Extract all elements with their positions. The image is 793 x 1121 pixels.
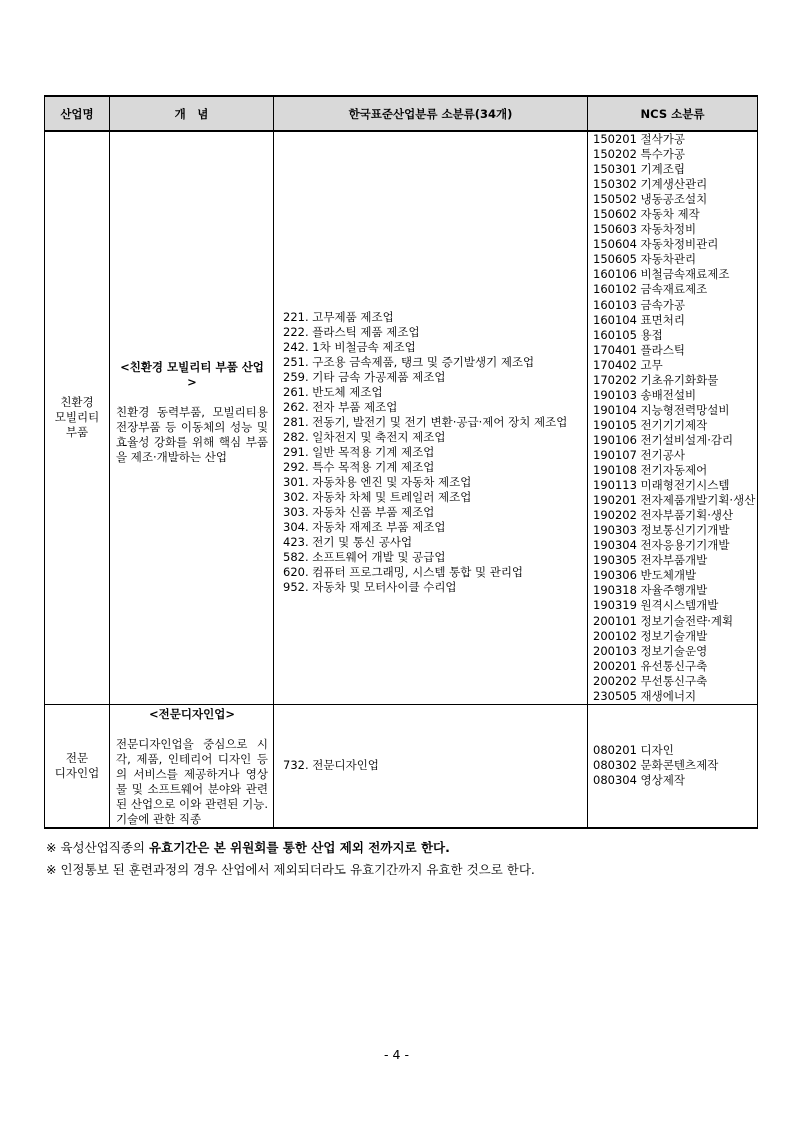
note-text: 인정통보 된 훈련과정의 경우 산업에서 제외되더라도 유효기간까지 유효한 것으로 한다.: [60, 862, 535, 877]
ncs-item: 190318 자율주행개발: [593, 583, 708, 598]
ncs-item: 190202 전자부품기획·생산: [593, 508, 734, 523]
ncs-item: 150603 자동차정비: [593, 222, 697, 237]
ncs-item: 150604 자동차정비관리: [593, 237, 719, 252]
ncs-item: 150201 절삭가공: [593, 132, 685, 146]
ncs-item: 160103 금속가공: [593, 297, 685, 312]
footnote: [46, 837, 535, 859]
ksic-item: 262. 전자 부품 제조업: [283, 400, 398, 414]
ncs-item: 080304 영상제작: [593, 773, 685, 788]
ksic-list: [274, 758, 587, 773]
ncs-item: 200102 정보기술개발: [593, 628, 708, 643]
ksic-item: 302. 자동차 차체 및 트레일러 제조업: [283, 490, 472, 504]
ncs-item: 160104 표면처리: [593, 312, 685, 327]
page-number: - 4 -: [384, 1047, 409, 1062]
note-bold-text: 유효기간은 본 위원회를 통한 산업 제외 전까지로 한다.: [148, 840, 450, 855]
ksic-item: 582. 소프트웨어 개발 및 공급업: [283, 550, 446, 564]
concept-description: 전문디자인업을 중심으로 시각, 제품, 인테리어 디자인 등의 서비스를 제공하거나 영상물 및 소프트웨어 분야와 관련된 산업으로 이와 관련된 기능.기술에 관한 직종: [116, 736, 268, 826]
ksic-item: 282. 일차전지 및 축전지 제조업: [283, 430, 446, 444]
ncs-item: 200101 정보기술전략·계획: [593, 613, 734, 628]
ncs-item: 190303 정보통신기기개발: [593, 523, 730, 538]
ksic-cell: [274, 704, 588, 828]
industry-name-cell: [45, 704, 110, 828]
ksic-item: 251. 구조용 금속제품, 탱크 및 증기발생기 제조업: [283, 355, 535, 369]
ncs-item: 190304 전자응용기기개발: [593, 538, 730, 553]
ncs-item: 160105 용접: [593, 327, 663, 342]
ncs-item: 150202 특수가공: [593, 147, 685, 162]
ncs-cell: [588, 131, 758, 704]
ncs-item: 150502 냉동공조설치: [593, 192, 708, 207]
industry-name-line: 전문: [65, 750, 89, 765]
table-header-row: [45, 96, 758, 131]
table-row: [45, 131, 758, 704]
ncs-item: 190201 전자제품개발기획·생산: [593, 493, 756, 508]
ncs-item: 190105 전기기기제작: [593, 417, 708, 432]
ncs-item: 080201 디자인: [593, 743, 674, 758]
ksic-item: 423. 전기 및 통신 공사업: [283, 535, 413, 549]
ksic-item: 259. 기타 금속 가공제품 제조업: [283, 370, 446, 384]
ksic-item: 952. 자동차 및 모터사이클 수리업: [283, 580, 457, 594]
concept-cell: [110, 704, 274, 828]
ncs-list: [588, 743, 757, 788]
ncs-item: 150302 기계생산관리: [593, 177, 708, 192]
ncs-item: 190113 미래형전기시스템: [593, 478, 730, 493]
ksic-item: 221. 고무제품 제조업: [283, 310, 394, 324]
ncs-item: 170402 고무: [593, 357, 663, 372]
ncs-item: 190108 전기자동제어: [593, 463, 708, 478]
industry-name-line: 친환경: [60, 395, 94, 410]
ncs-item: 150602 자동차 제작: [593, 207, 700, 222]
ncs-item: 150301 기계조립: [593, 162, 685, 177]
ncs-item: 190306 반도체개발: [593, 568, 697, 583]
industry-name-cell: [45, 131, 110, 704]
ncs-item: 190305 전자부품개발: [593, 553, 708, 568]
ksic-item: 303. 자동차 신품 부품 제조업: [283, 505, 435, 519]
ncs-item: 080302 문화콘텐츠제작: [593, 758, 719, 773]
ncs-item: 200201 유선통신구축: [593, 658, 708, 673]
ncs-item: 190103 송배전설비: [593, 387, 697, 402]
concept-title: <전문디자인업>: [149, 706, 235, 721]
ncs-item: 190106 전기설비설계·감리: [593, 432, 734, 447]
ncs-list: [588, 132, 757, 704]
ncs-item: 160102 금속재료제조: [593, 282, 708, 297]
ksic-list: [274, 132, 587, 595]
ksic-item: 281. 전동기, 발전기 및 전기 변환·공급·제어 장치 제조업: [283, 415, 568, 429]
header-ncs: NCS 소분류: [588, 96, 758, 131]
ncs-item: 160106 비철금속재료제조: [593, 267, 730, 282]
note-mark: ※: [46, 840, 57, 855]
ksic-item: 732. 전문디자인업: [283, 758, 379, 773]
ncs-item: 150605 자동차관리: [593, 252, 697, 267]
ksic-item: 222. 플라스틱 제품 제조업: [283, 325, 420, 339]
ksic-item: 301. 자동차용 엔진 및 자동차 제조업: [283, 475, 472, 489]
concept-cell: [110, 131, 274, 704]
ncs-item: 190107 전기공사: [593, 447, 685, 462]
note-text: 육성산업직종의: [60, 840, 145, 855]
industry-table: [44, 95, 758, 829]
header-concept: 개 념: [110, 96, 274, 131]
footnotes: [46, 837, 535, 881]
ksic-item: 242. 1차 비철금속 제조업: [283, 340, 416, 354]
concept-description: 친환경 동력부품, 모빌리티용 전장부품 등 이동체의 성능 및 효율성 강화를 위해 핵심 부품을 제조·개발하는 산업: [116, 405, 268, 464]
ncs-cell: [588, 704, 758, 828]
table-row: [45, 704, 758, 828]
ksic-cell: [274, 131, 588, 704]
concept-title: <친환경 모빌리티 부품 산업>: [120, 360, 264, 389]
ksic-item: 620. 컴퓨터 프로그래밍, 시스템 통합 및 관리업: [283, 565, 524, 579]
ksic-item: 304. 자동차 재제조 부품 제조업: [283, 520, 446, 534]
ncs-item: 200103 정보기술운영: [593, 643, 708, 658]
footnote: [46, 859, 535, 881]
ncs-item: 230505 재생에너지: [593, 688, 697, 703]
header-industry: 산업명: [45, 96, 110, 131]
industry-name-line: 모빌리티: [54, 410, 100, 425]
header-ksic: 한국표준산업분류 소분류(34개): [274, 96, 588, 131]
note-mark: ※: [46, 862, 57, 877]
ncs-item: 170401 플라스틱: [593, 342, 685, 357]
ncs-item: 190104 지능형전력망설비: [593, 402, 730, 417]
ncs-item: 170202 기초유기화화물: [593, 372, 719, 387]
ksic-item: 291. 일반 목적용 기계 제조업: [283, 445, 435, 459]
ncs-item: 200202 무선통신구축: [593, 673, 708, 688]
industry-name-line: 부품: [65, 425, 89, 440]
ksic-item: 292. 특수 목적용 기계 제조업: [283, 460, 435, 474]
industry-name-line: 디자인업: [54, 765, 100, 780]
ncs-item: 190319 원격시스템개발: [593, 598, 719, 613]
ksic-item: 261. 반도체 제조업: [283, 385, 383, 399]
